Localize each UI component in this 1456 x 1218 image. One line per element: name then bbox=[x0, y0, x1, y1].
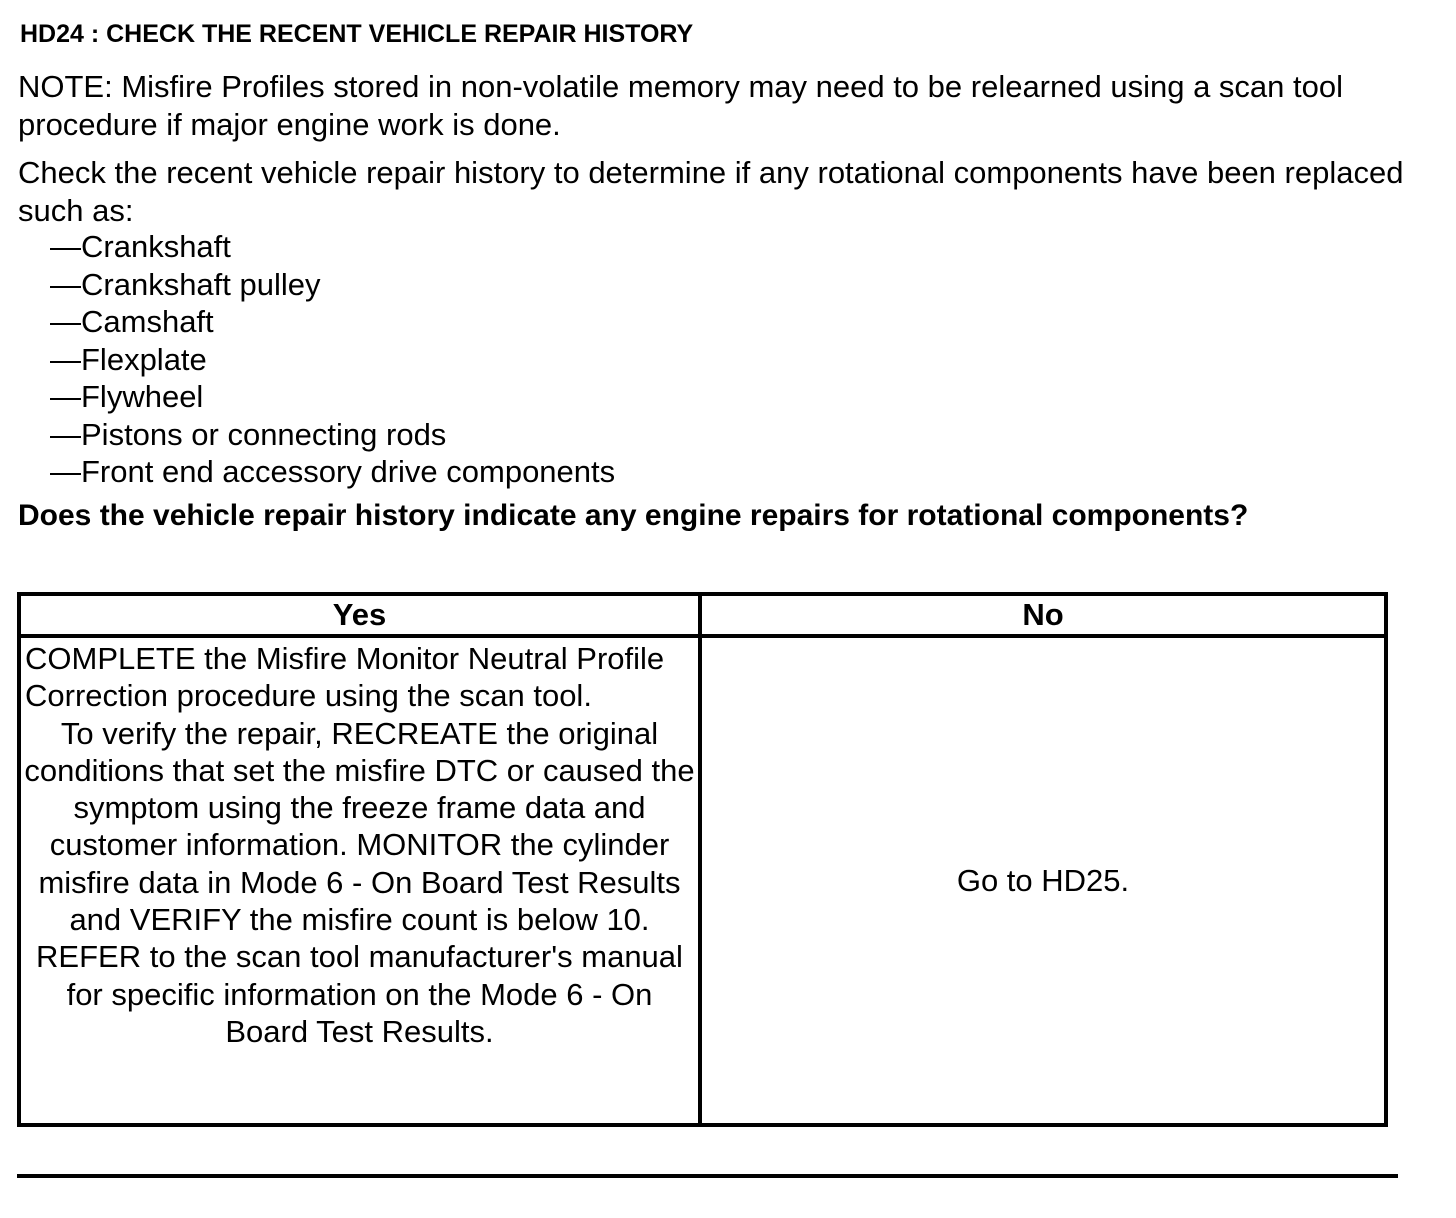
table-header-row bbox=[19, 594, 1386, 636]
no-cell: Go to HD25. bbox=[700, 636, 1386, 1125]
page-title: HD24 : CHECK THE RECENT VEHICLE REPAIR HISTORY bbox=[20, 20, 694, 48]
yes-header: Yes bbox=[19, 594, 700, 636]
list-item: —Camshaft bbox=[50, 304, 214, 339]
note-paragraph: NOTE: Misfire Profiles stored in non-volatile memory may need to be relearned using a scan tool procedure if major engine work is done. bbox=[18, 69, 1343, 142]
intro-paragraph: Check the recent vehicle repair history to determine if any rotational components have been replaced such as: bbox=[18, 155, 1404, 228]
bottom-divider bbox=[17, 1174, 1398, 1178]
component-list bbox=[50, 228, 615, 491]
list-item: —Pistons or connecting rods bbox=[50, 416, 447, 452]
list-item: —Flywheel bbox=[50, 379, 204, 414]
yes-cell bbox=[19, 636, 700, 1125]
question-text: Does the vehicle repair history indicate any engine repairs for rotational components? bbox=[18, 499, 1249, 532]
yes-verify-text: To verify the repair, RECREATE the original conditions that set the misfire DTC or caused the symptom using the freeze frame data and customer information. MONITOR the cylinder misfire data in Mode 6 - On Board Test Results and VERIFY the misfire count is below 10. REFER to the scan tool manufacturer's manual for specific information on the Mode 6 - On Board Test Results. bbox=[24, 715, 695, 1049]
list-item: —Crankshaft bbox=[50, 229, 231, 264]
list-item: —Front end accessory drive components bbox=[50, 454, 616, 489]
list-item: —Crankshaft pulley bbox=[50, 266, 321, 302]
yes-action-text: COMPLETE the Misfire Monitor Neutral Profile Correction procedure using the scan tool. bbox=[25, 641, 665, 714]
decision-table bbox=[17, 592, 1388, 1127]
table-row bbox=[19, 636, 1386, 1125]
list-item: —Flexplate bbox=[50, 341, 207, 377]
no-header: No bbox=[700, 594, 1386, 636]
